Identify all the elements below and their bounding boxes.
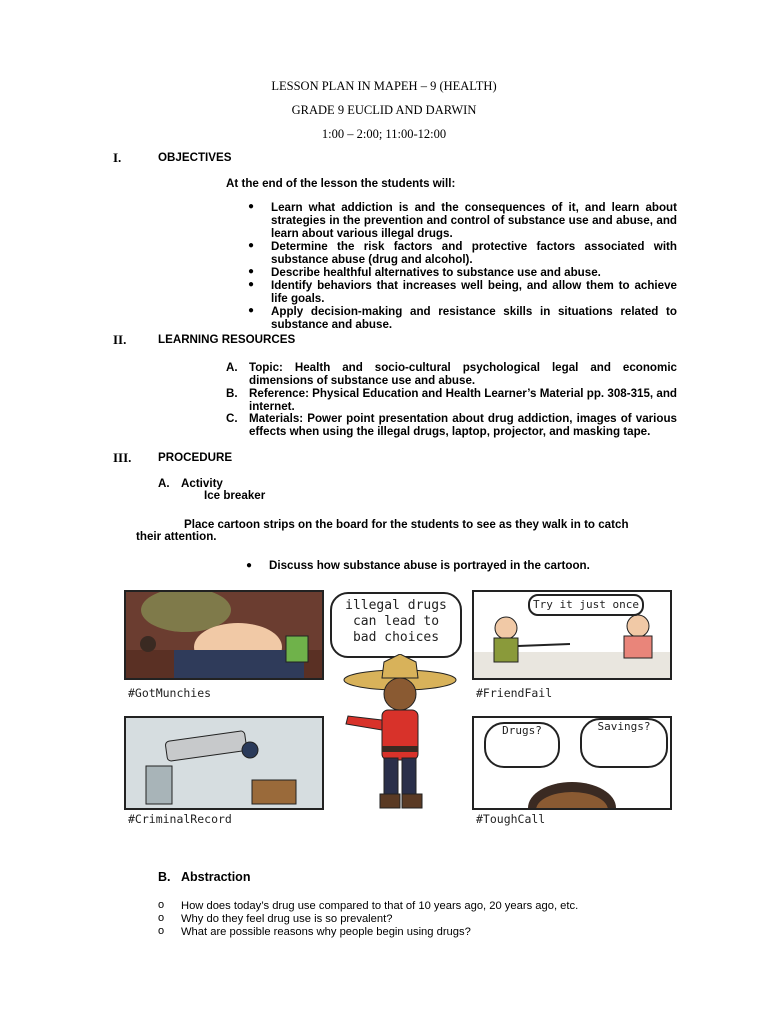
abstraction-question: How does today’s drug use compared to that of 10 years ago, 20 years ago, etc. [181, 900, 579, 912]
objectives-intro: At the end of the lesson the students will: [226, 177, 456, 190]
abstraction-letter: B. [158, 870, 171, 884]
time-line: 1:00 – 2:00; 11:00-12:00 [321, 127, 447, 141]
cartoon-panel-munchies [124, 590, 324, 680]
section-number-2: II. [113, 332, 127, 347]
resource-item: Topic: Health and socio-cultural psychological legal and economic dimensions of substance use and abuse. [249, 361, 677, 387]
discuss-item: Discuss how substance abuse is portrayed in the cartoon. [269, 559, 590, 572]
panel-friendfail-bubble: Try it just once [528, 594, 644, 616]
objective-item: Learn what addiction is and the consequences of it, and learn about strategies in the prevention and control of substance use and abuse, and learn about various illegal drugs. [271, 201, 677, 240]
procedure-heading: PROCEDURE [158, 451, 233, 464]
bullet-icon: ● [248, 305, 255, 316]
resources-heading: LEARNING RESOURCES [158, 333, 296, 346]
abstraction-question: Why do they feel drug use is so prevalent? [181, 913, 393, 925]
bullet-icon: ● [248, 240, 255, 251]
criminalrecord-illustration [126, 718, 322, 808]
abstraction-heading: Abstraction [181, 870, 251, 884]
activity-heading: Activity [181, 477, 223, 490]
grade-line: GRADE 9 EUCLID AND DARWIN [291, 103, 477, 117]
mountie-illustration [338, 654, 468, 814]
resource-letter: B. [226, 387, 238, 400]
circle-bullet-icon: o [158, 912, 165, 924]
resource-letter: C. [226, 412, 238, 425]
panel-criminalrecord-caption: #CriminalRecord [128, 812, 232, 826]
main-bubble-line: illegal drugs [345, 598, 447, 613]
main-speech-bubble [330, 592, 462, 658]
instruction-line-1: Place cartoon strips on the board for the students to see as they walk in to catch [184, 518, 629, 531]
circle-bullet-icon: o [158, 899, 165, 911]
cartoon-panel-criminalrecord [124, 716, 324, 810]
main-bubble-line: bad choices [352, 630, 440, 645]
main-bubble-line: can lead to [352, 614, 440, 629]
lesson-title: LESSON PLAN IN MAPEH – 9 (HEALTH) [271, 79, 497, 93]
activity-sub: Ice breaker [204, 489, 266, 502]
objective-item: Determine the risk factors and protective factors associated with substance abuse (drug and alcohol). [271, 240, 677, 266]
panel-friendfail-caption: #FriendFail [476, 686, 553, 700]
panel-toughcall-bubble-drugs: Drugs? [484, 722, 560, 768]
objective-item: Describe healthful alternatives to substance use and abuse. [271, 266, 601, 279]
circle-bullet-icon: o [158, 925, 165, 937]
objectives-heading: OBJECTIVES [158, 151, 232, 164]
panel-toughcall-caption: #ToughCall [476, 812, 546, 826]
instruction-line-2: their attention. [136, 530, 217, 543]
activity-letter: A. [158, 477, 170, 490]
bullet-icon: ● [246, 560, 253, 571]
bullet-icon: ● [248, 266, 255, 277]
objective-item: Apply decision-making and resistance skills in situations related to substance and abuse. [271, 305, 677, 331]
section-number-3: III. [113, 450, 132, 465]
cartoon-collage [122, 588, 672, 828]
abstraction-question: What are possible reasons why people begin using drugs? [181, 926, 471, 938]
panel-munchies-caption: #GotMunchies [128, 686, 212, 700]
panel-toughcall-bubble-savings: Savings? [580, 718, 668, 768]
munchies-illustration [126, 592, 322, 678]
section-number-1: I. [113, 150, 122, 165]
resource-item: Materials: Power point presentation about drug addiction, images of various effects when using the illegal drugs, laptop, projector, and masking tape. [249, 412, 677, 438]
bullet-icon: ● [248, 279, 255, 290]
resource-item: Reference: Physical Education and Health Learner’s Material pp. 308-315, and internet. [249, 387, 677, 413]
objective-item: Identify behaviors that increases well being, and allow them to achieve life goals. [271, 279, 677, 305]
resource-letter: A. [226, 361, 238, 374]
bullet-icon: ● [248, 201, 255, 212]
